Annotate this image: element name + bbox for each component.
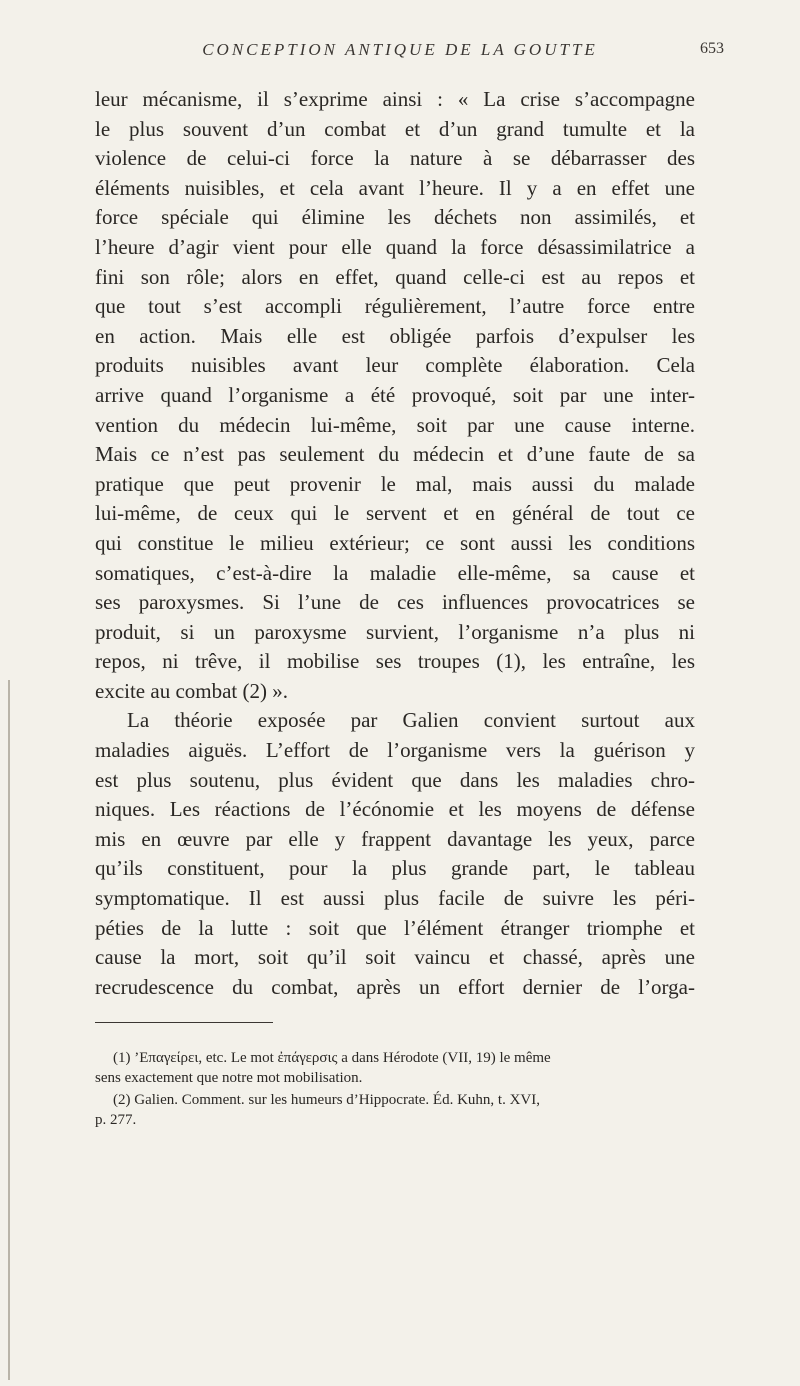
footnote-line: p. 277. — [95, 1112, 137, 1128]
footnote-line: sens exactement que notre mot mobilisation. — [95, 1070, 363, 1086]
footnote-line: (2) Galien. Comment. sur les humeurs d’Hippocrate. Éd. Kuhn, t. XVI, — [113, 1092, 540, 1108]
text-line: cause la mort, soit qu’il soit vaincu et chassé, après une — [95, 945, 695, 970]
text-line: recrudescence du combat, après un effort dernier de l’orga- — [95, 974, 695, 999]
text-line: La théorie exposée par Galien convient surtout aux — [127, 708, 695, 733]
footnote-line: (1) ’Επαγείρει, etc. Le mot ἐπάγερσις a dans Hérodote (VII, 19) le même — [113, 1050, 551, 1066]
text-line: symptomatique. Il est aussi plus facile de suivre les péri- — [95, 886, 695, 911]
text-line: en action. Mais elle est obligée parfois d’expulser les — [95, 323, 695, 348]
text-line: arrive quand l’organisme a été provoqué, soit par une inter- — [95, 382, 695, 407]
text-line: pratique que peut provenir le mal, mais aussi du malade — [95, 471, 695, 496]
text-line: somatiques, c’est-à-dire la maladie elle-même, sa cause et — [95, 560, 695, 585]
text-line: que tout s’est accompli régulièrement, l’autre force entre — [95, 294, 695, 319]
text-line: Mais ce n’est pas seulement du médecin et d’une faute de sa — [95, 442, 695, 467]
footnotes — [95, 1048, 695, 1132]
text-line: repos, ni trêve, il mobilise ses troupes (1), les entraîne, les — [95, 649, 695, 674]
page-edge-shadow — [8, 680, 10, 1380]
footnote-1 — [95, 1048, 695, 1088]
text-line: mis en œuvre par elle y frappent davantage les yeux, parce — [95, 826, 695, 851]
text-line: éléments nuisibles, et cela avant l’heure. Il y a en effet une — [95, 175, 695, 200]
text-line: violence de celui-ci force la nature à se débarrasser des — [95, 146, 695, 171]
text-line: produit, si un paroxysme survient, l’organisme n’a plus ni — [95, 619, 695, 644]
text-line: vention du médecin lui-même, soit par une cause interne. — [95, 412, 695, 437]
text-line: péties de la lutte : soit que l’élément étranger triomphe et — [95, 915, 695, 940]
text-line: l’heure d’agir vient pour elle quand la force désassimilatrice a — [95, 234, 695, 259]
text-line: fini son rôle; alors en effet, quand celle-ci est au repos et — [95, 264, 695, 289]
main-text — [95, 85, 695, 1002]
footnote-2 — [95, 1090, 695, 1130]
footnote-separator — [95, 1022, 273, 1023]
text-line: produits nuisibles avant leur complète élaboration. Cela — [95, 353, 695, 378]
text-line: lui-même, de ceux qui le servent et en général de tout ce — [95, 501, 695, 526]
text-line: le plus souvent d’un combat et d’un grand tumulte et la — [95, 116, 695, 141]
text-line: niques. Les réactions de l’écónomie et les moyens de défense — [95, 797, 695, 822]
text-line: est plus soutenu, plus évident que dans les maladies chro- — [95, 767, 695, 792]
text-line: qui constitue le milieu extérieur; ce sont aussi les conditions — [95, 530, 695, 555]
text-line: force spéciale qui élimine les déchets non assimilés, et — [95, 205, 695, 230]
running-title: CONCEPTION ANTIQUE DE LA GOUTTE — [202, 40, 598, 59]
text-line: ses paroxysmes. Si l’une de ces influences provocatrices se — [95, 590, 695, 615]
text-line: excite au combat (2) ». — [95, 678, 288, 703]
page-number: 653 — [700, 40, 724, 57]
text-line: leur mécanisme, il s’exprime ainsi : « La crise s’accompagne — [95, 87, 695, 111]
text-line: qu’ils constituent, pour la plus grande part, le tableau — [95, 856, 695, 881]
text-line: maladies aiguës. L’effort de l’organisme vers la guérison y — [95, 738, 695, 763]
